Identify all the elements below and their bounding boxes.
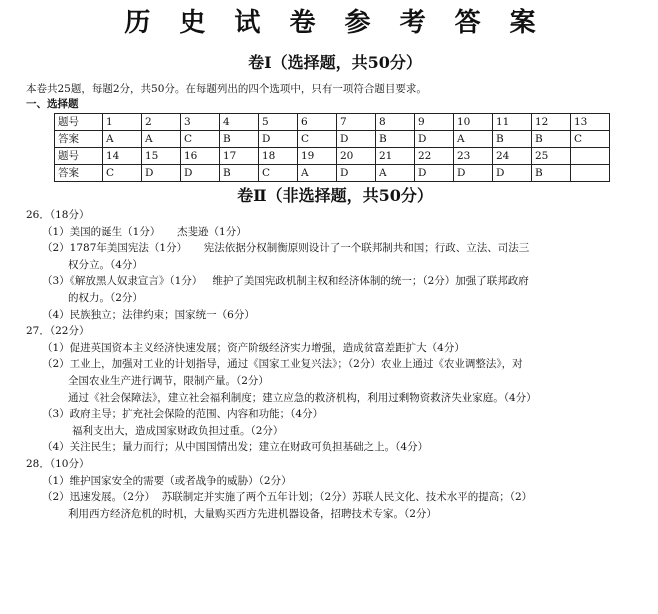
answer-line: （2）1787年美国宪法（1分） 宪法依据分权制衡原则设计了一个联邦制共和国；行政、立法、司法三 (42, 242, 530, 255)
answer-cell: C (181, 131, 220, 148)
answer-cell: D (337, 131, 376, 148)
answer-line: （4）民族独立；法律约束；国家统一（6分） (42, 308, 255, 321)
question-number: 23 (454, 148, 493, 165)
answer-cell: A (454, 131, 493, 148)
answer-line: （1）维护国家安全的需要（或者战争的威胁）（2分） (42, 474, 292, 487)
answer-cell (571, 165, 610, 182)
question-number: 24 (493, 148, 532, 165)
question-number: 1 (103, 114, 142, 131)
section1-title: 卷Ⅰ（选择题，共50分） (248, 53, 422, 72)
answer-cell: A (376, 165, 415, 182)
answer-line: （4）关注民生；量力而行；从中国国情出发；建立在财政可负担基础之上。（4分） (42, 441, 429, 454)
answer-cell: A (298, 165, 337, 182)
answer-cell: D (493, 165, 532, 182)
question-number: 25 (532, 148, 571, 165)
answer-cell: D (337, 165, 376, 182)
question-number: 22 (415, 148, 454, 165)
question-number: 10 (454, 114, 493, 131)
answer-line: （1）美国的诞生（1分） 杰斐逊（1分） (42, 225, 247, 238)
section1-instructions: 本卷共25题，每题2分，共50分。在每题列出的四个选项中，只有一项符合题目要求。 (26, 83, 427, 95)
answer-cell: B (532, 131, 571, 148)
answer-table (54, 113, 610, 182)
answer-line: （3）政府主导；扩充社会保险的范围、内容和功能；（4分） (42, 408, 324, 421)
section2-title: 卷Ⅱ（非选择题，共50分） (237, 186, 433, 205)
question-heading: 28．（10分） (26, 457, 90, 470)
table-label-number: 题号 (55, 114, 103, 131)
question-number: 18 (259, 148, 298, 165)
table-row-answers-1 (55, 131, 610, 148)
answer-cell: D (142, 165, 181, 182)
answer-cell: A (103, 131, 142, 148)
question-heading: 26．（18分） (26, 209, 90, 221)
answer-line: （2）工业上，加强对工业的计划指导，通过《国家工业复兴法》；（2分）农业上通过《农业调整法》，对 (42, 358, 523, 371)
answer-line-continued: 权分立。（4分） (68, 258, 143, 271)
answer-cell: C (259, 165, 298, 182)
question-number: 16 (181, 148, 220, 165)
question-number (571, 148, 610, 165)
answer-cell: B (220, 131, 259, 148)
answer-cell: B (376, 131, 415, 148)
choice-subhead: 一、选择题 (26, 98, 79, 110)
question-number: 4 (220, 114, 259, 131)
answer-line: （1）促进英国资本主义经济快速发展；资产阶级经济实力增强，造成贫富差距扩大（4分） (42, 341, 465, 354)
answer-line-continued: 的权力。（2分） (68, 291, 143, 304)
document-title: 历 史 试 卷 参 考 答 案 (124, 8, 546, 38)
question-number: 20 (337, 148, 376, 165)
question-number: 17 (220, 148, 259, 165)
question-number: 3 (181, 114, 220, 131)
answer-cell: D (259, 131, 298, 148)
answer-line: （3）《解放黑人奴隶宣言》（1分） 维护了美国宪政机制主权和经济体制的统一；（2分）加强了联邦政府 (42, 275, 529, 288)
table-label-answer: 答案 (55, 165, 103, 182)
question-number: 5 (259, 114, 298, 131)
question-heading: 27．（22分） (26, 325, 90, 338)
question-number: 6 (298, 114, 337, 131)
answer-cell: D (181, 165, 220, 182)
answer-cell: B (532, 165, 571, 182)
question-number: 12 (532, 114, 571, 131)
question-number: 8 (376, 114, 415, 131)
table-row-numbers-2 (55, 148, 610, 165)
answer-cell: D (415, 165, 454, 182)
question-number: 21 (376, 148, 415, 165)
answer-line-continued: 福利支出大，造成国家财政负担过重。（2分） (72, 424, 284, 437)
table-row-numbers-1 (55, 114, 610, 131)
answer-cell: D (415, 131, 454, 148)
table-label-answer: 答案 (55, 131, 103, 148)
question-number: 11 (493, 114, 532, 131)
answer-cell: D (454, 165, 493, 182)
question-number: 15 (142, 148, 181, 165)
answer-cell: C (298, 131, 337, 148)
question-number: 13 (571, 114, 610, 131)
question-number: 19 (298, 148, 337, 165)
answer-line-continued: 全国农业生产进行调节，限制产量。（2分） (68, 374, 269, 387)
answer-cell: A (142, 131, 181, 148)
answer-cell: C (571, 131, 610, 148)
table-row-answers-2 (55, 165, 610, 182)
answer-cell: B (220, 165, 259, 182)
question-number: 2 (142, 114, 181, 131)
answer-lines (26, 207, 644, 522)
question-number: 14 (103, 148, 142, 165)
question-number: 9 (415, 114, 454, 131)
question-number: 7 (337, 114, 376, 131)
answer-cell: C (103, 165, 142, 182)
answer-cell: B (493, 131, 532, 148)
answer-line-continued: 利用西方经济危机的时机，大量购买西方先进机器设备，招聘技术专家。（2分） (68, 507, 437, 520)
answer-line-continued: 通过《社会保障法》，建立社会福利制度；建立应急的救济机构，利用过剩物资救济失业家庭。（4分） (68, 391, 537, 404)
answer-line: （2）迅速发展。（2分） 苏联制定并实施了两个五年计划；（2分）苏联人民文化、技术水平的提高；（2） (42, 491, 533, 504)
table-label-number: 题号 (55, 148, 103, 165)
